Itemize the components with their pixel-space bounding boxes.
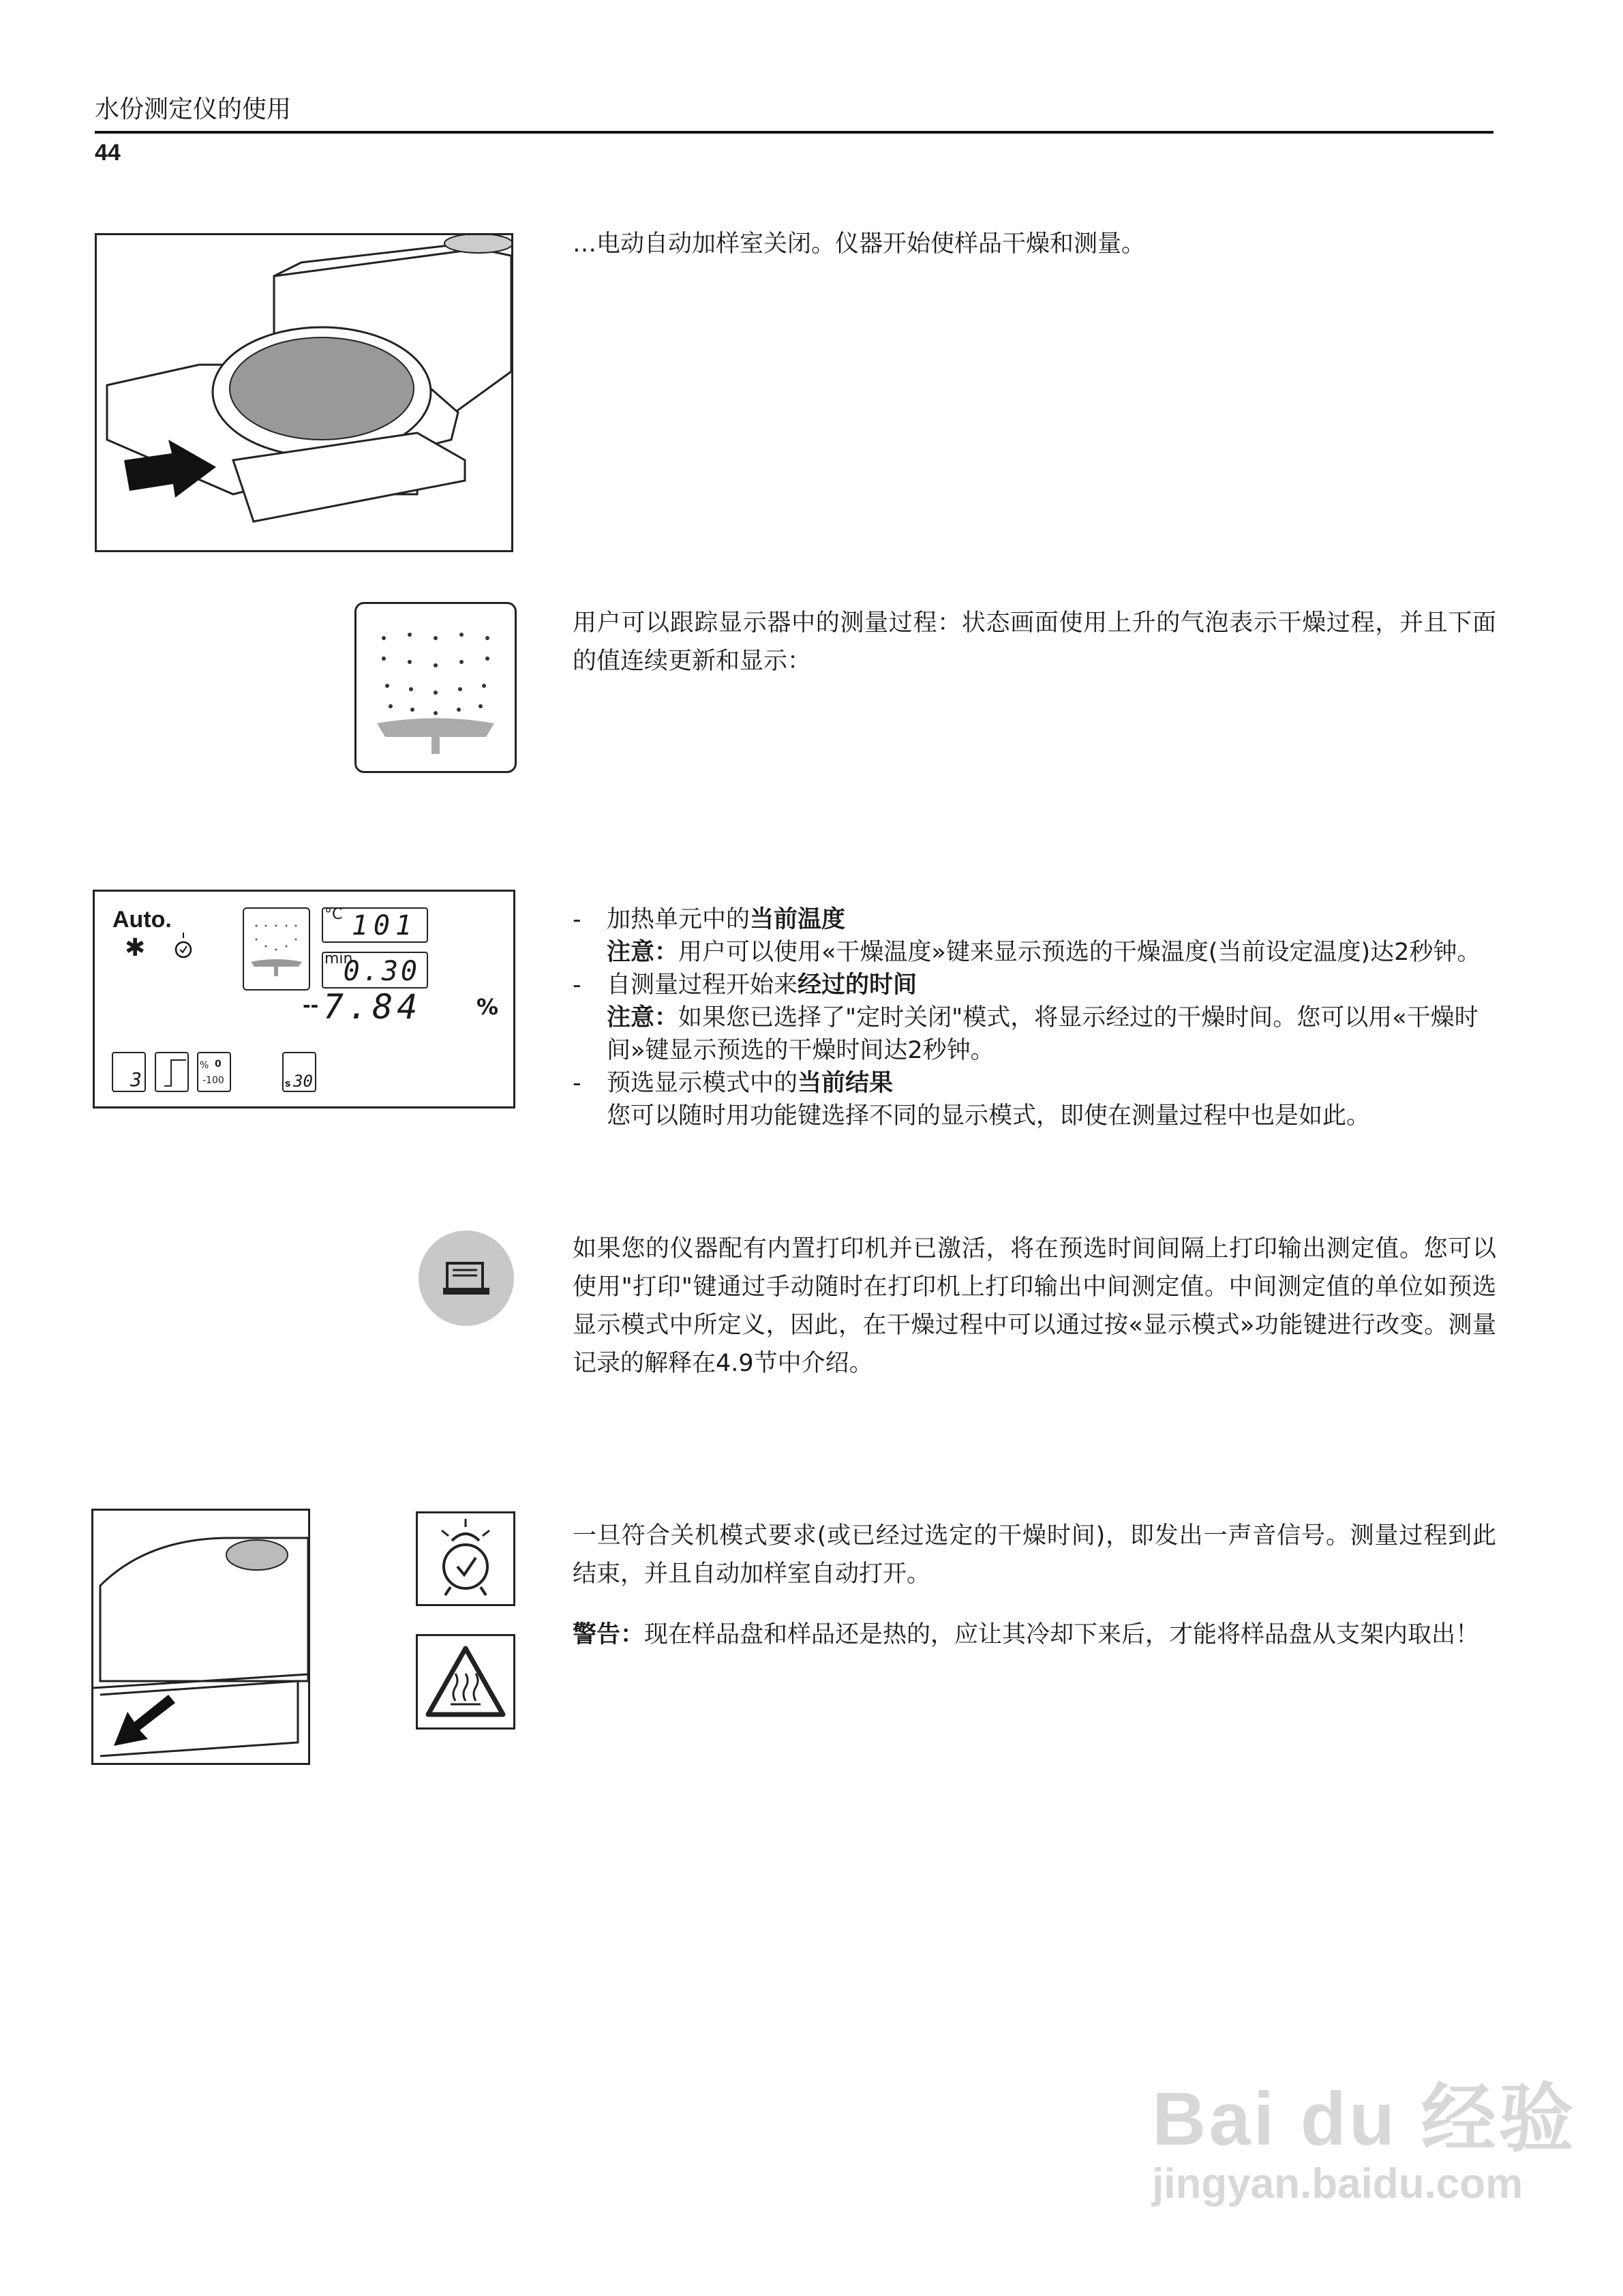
printing-description: 如果您的仪器配有内置打印机并已激活，将在预选时间间隔上打印输出测定值。您可以使用"打印"键通过手动随时在打印机上打印输出中间测定值。中间测定值的单位如预选显示模式中所定义，因此，在干燥过程中可以通过按«显示模式»功能键进行改变。测量记录的解释在4.9节中介绍。 bbox=[573, 1235, 1496, 1377]
result-unit: % bbox=[476, 994, 499, 1020]
note-label: 注意： bbox=[607, 1004, 679, 1031]
alarm-clock-icon bbox=[172, 931, 194, 964]
warning-label: 警告： bbox=[573, 1621, 645, 1648]
display-mode-top: 0 bbox=[215, 1059, 222, 1070]
list-dash: - bbox=[573, 971, 581, 999]
instrument-opening-illustration bbox=[91, 1509, 310, 1765]
heater-asterisk-icon: ✱ bbox=[125, 934, 146, 962]
list-lead: 自测量过程开始来 bbox=[607, 971, 798, 999]
list-lead: 预选显示模式中的 bbox=[607, 1070, 798, 1097]
end-signal-description: 一旦符合关机模式要求(或已经过选定的干燥时间)，即发出一声音信号。测量过程到此结束，并且自动加样室自动打开。 bbox=[573, 1522, 1496, 1588]
drying-bubbles-icon bbox=[354, 602, 517, 773]
list-item bbox=[573, 969, 1500, 1067]
instrument-display-panel bbox=[93, 890, 515, 1108]
print-interval-icon bbox=[282, 1052, 316, 1092]
temperature-field bbox=[322, 907, 428, 943]
time-unit: min bbox=[324, 950, 353, 967]
warning-text: 现在样品盘和样品还是热的，应让其冷却下来后，才能将样品盘从支架内取出！ bbox=[644, 1621, 1480, 1648]
tracking-description: 用户可以跟踪显示器中的测量过程：状态画面使用上升的气泡表示干燥过程，并且下面的值连续更新和显示： bbox=[573, 609, 1496, 675]
shutoff-mode-icon bbox=[112, 1052, 146, 1092]
shutoff-mode-value: 3 bbox=[130, 1068, 142, 1091]
print-interval-value: 30 bbox=[293, 1072, 313, 1091]
hot-surface-warning-icon bbox=[416, 1634, 515, 1729]
list-lead: 加热单元中的 bbox=[607, 906, 750, 933]
print-interval-unit: s bbox=[285, 1078, 291, 1089]
signal-alarm-icon bbox=[416, 1511, 515, 1606]
temperature-value: 101 bbox=[351, 910, 417, 941]
display-values-list bbox=[573, 903, 1500, 1132]
baidu-jingyan-watermark bbox=[1152, 2059, 1577, 2208]
auto-mode-label: Auto. bbox=[112, 907, 172, 933]
page-number: 44 bbox=[95, 140, 121, 166]
list-item bbox=[573, 903, 1500, 969]
watermark-brand: Bai du 经验 bbox=[1152, 2077, 1577, 2161]
display-mode-icon bbox=[197, 1052, 231, 1092]
note-text: 用户可以使用«干燥温度»键来显示预选的干燥温度(当前设定温度)达2秒钟。 bbox=[678, 939, 1481, 966]
list-dash: - bbox=[573, 1070, 581, 1097]
printer-icon bbox=[419, 1230, 514, 1326]
closing-description: …电动自动加样室关闭。仪器开始使样品干燥和测量。 bbox=[573, 230, 1146, 258]
watermark-url: jingyan.baidu.com bbox=[1152, 2160, 1523, 2207]
list-item bbox=[573, 1067, 1500, 1132]
list-dash: - bbox=[573, 906, 581, 933]
list-bold: 当前温度 bbox=[750, 906, 846, 933]
display-mode-percent: % bbox=[200, 1060, 209, 1071]
elapsed-time-field bbox=[322, 952, 428, 988]
note-label: 注意： bbox=[607, 939, 679, 966]
note-text: 您可以随时用功能键选择不同的显示模式，即使在测量过程中也是如此。 bbox=[607, 1102, 1371, 1130]
bubble-status-icon bbox=[243, 907, 310, 991]
drying-program-icon bbox=[155, 1052, 189, 1092]
result-prefix: -- bbox=[303, 994, 319, 1016]
result-value: 7.84 bbox=[323, 987, 422, 1027]
time-value: 0.30 bbox=[343, 956, 420, 987]
instrument-closing-illustration bbox=[95, 233, 513, 552]
chapter-title: 水份测定仪的使用 bbox=[95, 95, 292, 123]
display-mode-bottom: -100 bbox=[202, 1075, 224, 1086]
hot-warning bbox=[573, 1616, 1496, 1654]
list-bold: 经过的时间 bbox=[798, 971, 917, 999]
note-text: 如果您已选择了"定时关闭"模式，将显示经过的干燥时间。您可以用«干燥时间»键显示预选的干燥时间达2秒钟。 bbox=[607, 1004, 1478, 1064]
header-rule bbox=[95, 131, 1493, 134]
temperature-unit: °C bbox=[324, 906, 343, 923]
list-bold: 当前结果 bbox=[798, 1070, 894, 1097]
